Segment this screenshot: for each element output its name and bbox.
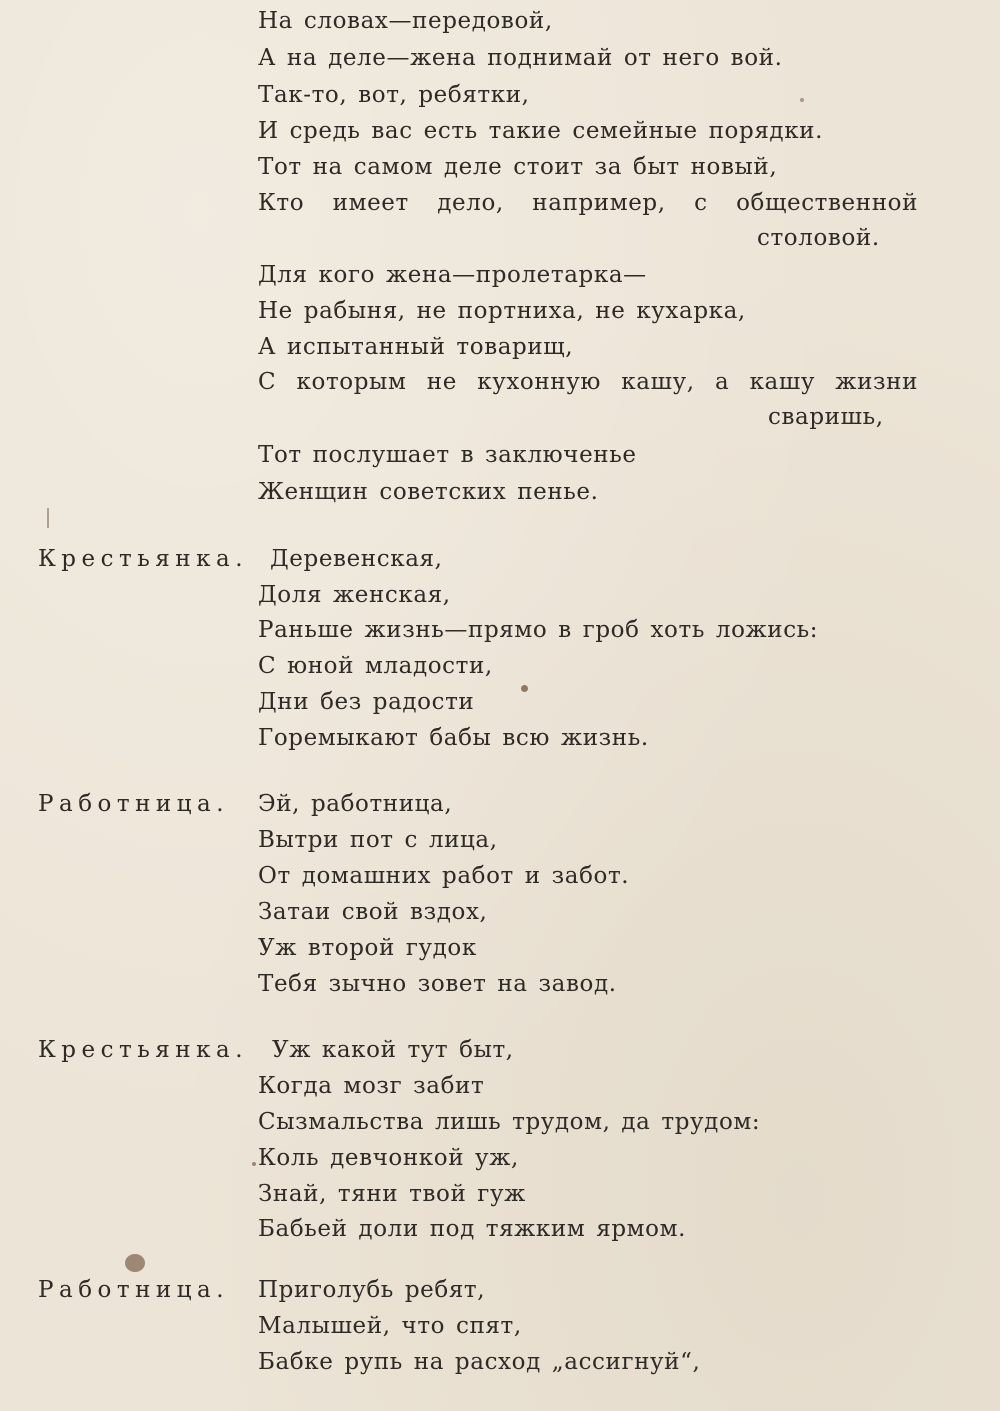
stain-spot [125,1254,145,1272]
verse-line: Уж второй гудок [258,935,477,961]
speaker-label: Крестьянка. [38,1037,248,1063]
ink-spot [800,98,804,102]
verse-line: С которым не кухонную кашу, а кашу жизни [258,369,918,395]
speaker-label: Работница. [38,1277,230,1303]
verse-line: А испытанный товарищ, [258,334,574,360]
verse-line: Деревенская, [270,546,443,572]
speaker-label: Крестьянка. [38,546,248,572]
verse-line: Коль девчонкой уж, [258,1145,519,1171]
verse-line: Бабке рупь на расход „ассигнуй“, [258,1349,701,1375]
verse-line: Тот на самом деле стоит за быт новый, [258,154,778,180]
verse-line: Не рабыня, не портниха, не кухарка, [258,298,746,324]
verse-line-continuation: столовой. [757,225,880,251]
verse-line: На словах—передовой, [258,8,553,34]
verse-line: Горемыкают бабы всю жизнь. [258,725,649,751]
verse-line: Затаи свой вздох, [258,899,488,925]
verse-line: Эй, работница, [258,791,453,817]
verse-line: Тебя зычно зовет на завод. [258,971,617,997]
verse-line: Знай, тяни твой гуж [258,1181,526,1207]
verse-line: Бабьей доли под тяжким ярмом. [258,1216,687,1242]
verse-line: Когда мозг забит [258,1073,485,1099]
verse-line: С юной младости, [258,653,493,679]
verse-line: Кто имеет дело, например, с общественной [258,190,918,216]
verse-line: А на деле—жена поднимай от него вой. [258,45,783,71]
verse-line: Для кого жена—пролетарка— [258,262,647,288]
ink-spot [252,1162,256,1166]
speaker-label: Работница. [38,791,230,817]
verse-line: Доля женская, [258,582,451,608]
verse-line: Тот послушает в заключенье [258,442,637,468]
verse-line: И средь вас есть такие семейные порядки. [258,118,824,144]
verse-line: Сызмальства лишь трудом, да трудом: [258,1109,761,1135]
ink-spot [521,685,528,692]
verse-line: От домашних работ и забот. [258,863,630,889]
paper-mark [47,508,49,528]
verse-line: Раньше жизнь—прямо в гроб хоть ложись: [258,617,819,643]
verse-line-continuation: сваришь, [768,404,884,430]
verse-line: Малышей, что спят, [258,1313,522,1339]
verse-line: Уж какой тут быт, [272,1037,514,1063]
verse-line: Женщин советских пенье. [258,479,599,505]
verse-line: Приголубь ребят, [258,1277,486,1303]
verse-line: Дни без радости [258,689,475,715]
verse-line: Так-то, вот, ребятки, [258,82,530,108]
verse-line: Вытри пот с лица, [258,827,498,853]
